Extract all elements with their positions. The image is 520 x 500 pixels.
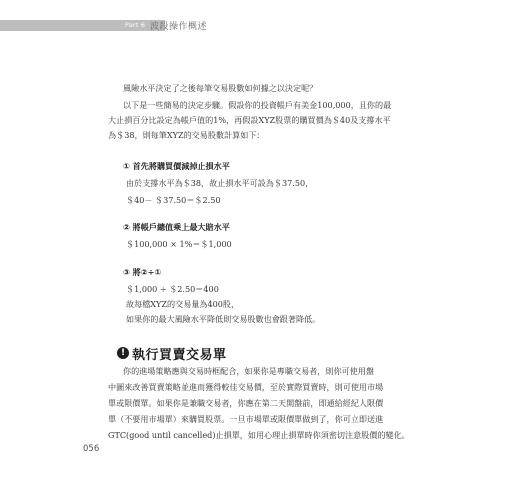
page-number: 056 [83,444,100,454]
step-1-line: ＄40－ ＄37.50＝＄2.50 [126,195,221,205]
section-title: 執行買賣交易單 [132,348,227,363]
step-3-line: 故每檔XYZ的交易量為400股， [126,299,240,309]
intro-line: 以下是一些簡易的決定步驟。假設你的投資帳戶有美金100,000，且你的最 [123,100,392,110]
intro-line: 風險水平決定了之後每筆交易股數如何據之以決定呢？ [123,83,318,93]
section-line: 你的進場策略應與交易時框配合，如果你是專職交易者，則你可使用盤 [123,366,374,376]
step-3-line: ＄1,000 ÷ ＄2.50＝400 [126,284,219,294]
step-3-line: 如果你的最大風險水平降低則交易股數也會跟著降低。 [126,314,321,324]
section-line: 單（不要用市場單）來購買股票。一旦市場單或限價單做到了，你可立即送進 [108,414,384,424]
step-1-line: 由於支撐水平為＄38，故止損水平可設為＄37.50， [126,178,314,188]
step-1-heading: ① 首先將購買價減掉止損水平 [123,161,230,171]
step-2-line: ＄100,000 × 1%＝＄1,000 [126,239,232,249]
header-chapter-title: 波段操作概述 [150,22,208,32]
section-line: 單或限價單。如果你是兼職交易者，你應在第二天開盤前，即通給經紀人限價 [108,398,384,408]
header-part-label: Part 6 [125,21,146,29]
exclamation-icon: ! [117,347,129,359]
section-line: 中圖來改善買賣策略並進而獲得較佳交易價，至於實際買賣時，則可使用市場 [108,382,384,392]
intro-line: 為＄38，則每筆XYZ的交易股數計算如下： [108,130,265,140]
intro-line: 大止損百分比設定為帳戶值的1%，再假設XYZ股票的購買價為＄40及支撐水平 [108,115,391,125]
step-3-heading: ③ 將②÷① [123,267,162,277]
section-line: GTC(good until cancelled)止損單，如用心理止損單時你須密切注意股價的變化。 [108,430,410,440]
step-2-heading: ② 將帳戶總值乘上最大賠水平 [123,222,230,232]
